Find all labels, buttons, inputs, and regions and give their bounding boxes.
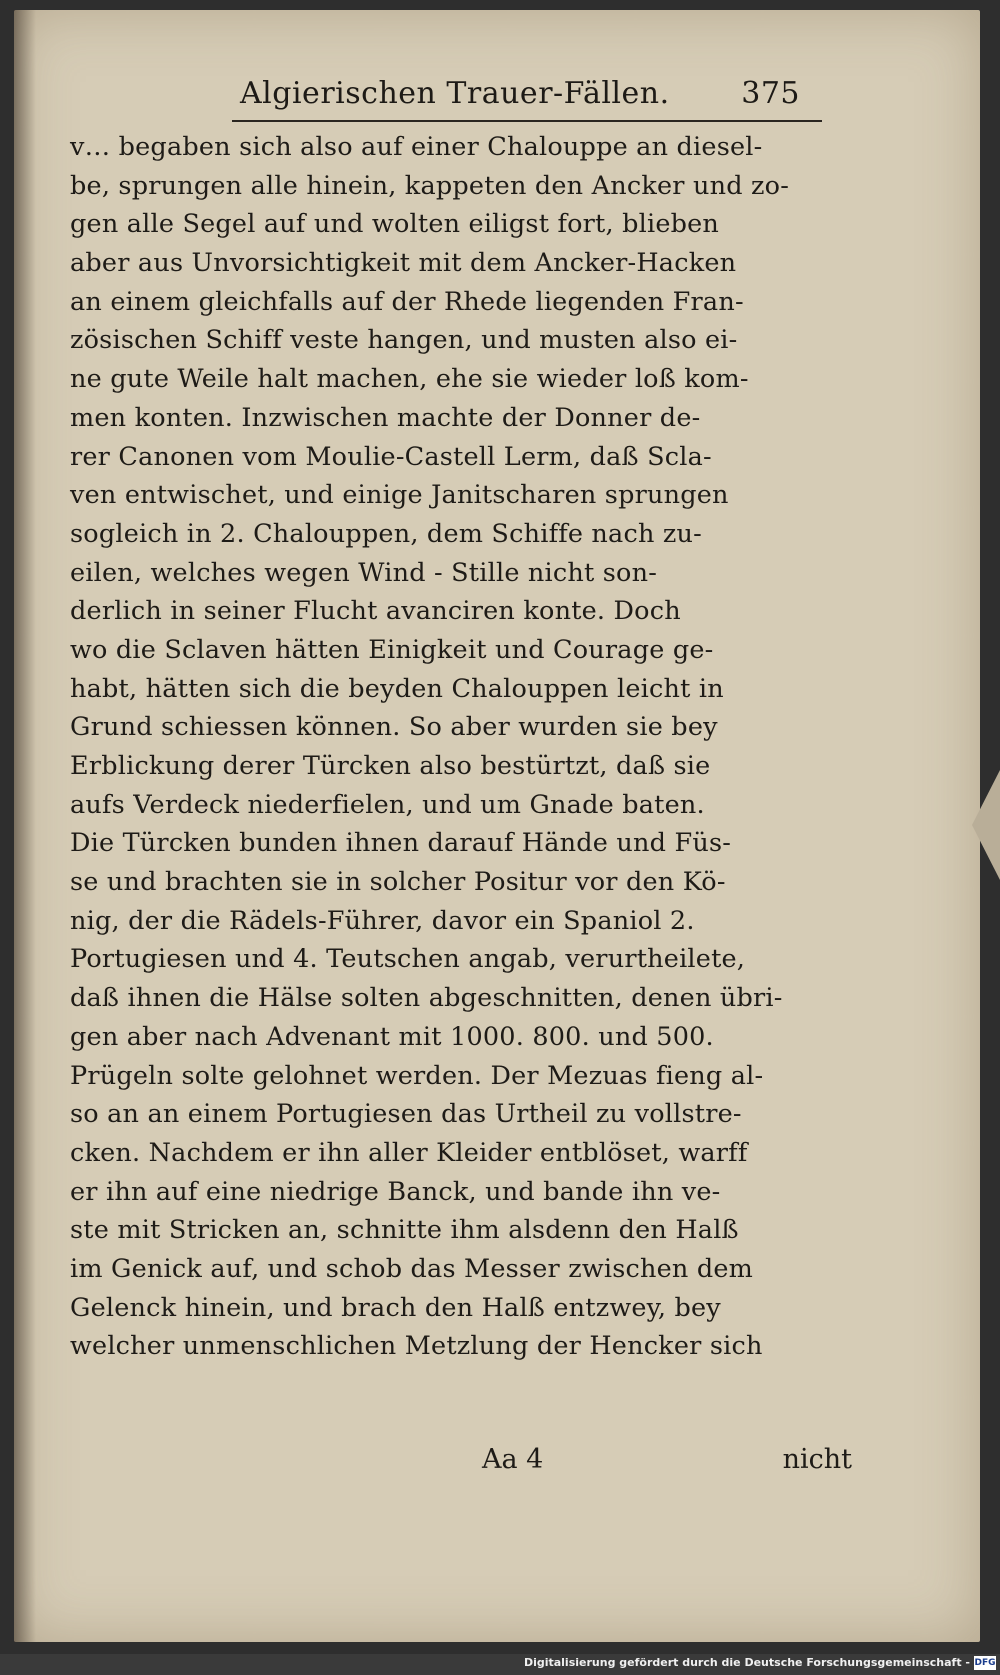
text-line: Grund schiessen können. So aber wurden sie bey bbox=[70, 712, 718, 743]
dfg-logo: DFG bbox=[974, 1658, 996, 1668]
body-text bbox=[70, 128, 850, 1366]
text-line: zösischen Schiff veste hangen, und musten also ei- bbox=[70, 325, 738, 356]
text-line: aber aus Unvorsichtigkeit mit dem Ancker-Hacken bbox=[70, 248, 737, 279]
text-line: wo die Sclaven hätten Einigkeit und Courage ge- bbox=[70, 634, 714, 665]
catchword: nicht bbox=[782, 1444, 852, 1475]
text-line: ven entwischet, und einige Janitscharen sprungen bbox=[70, 480, 729, 511]
text-line: Erblickung derer Türcken also bestürtzt, daß sie bbox=[70, 751, 711, 781]
text-line: Prügeln solte gelohnet werden. Der Mezuas fieng al- bbox=[70, 1060, 764, 1091]
text-line: derlich in seiner Flucht avanciren konte. Doch bbox=[70, 596, 681, 627]
gutter-shadow bbox=[14, 10, 36, 1642]
running-head bbox=[240, 72, 800, 118]
text-line: Portugiesen und 4. Teutschen angab, verurtheilete, bbox=[70, 944, 746, 975]
text-line: rer Canonen vom Moulie-Castell Lerm, daß Scla- bbox=[70, 441, 712, 472]
running-head-title: Algierischen Trauer-Fällen. bbox=[240, 76, 670, 111]
signature-mark: Aa 4 bbox=[482, 1444, 544, 1475]
digitization-credit: Digitalisierung gefördert durch die Deutsche Forschungsgemeinschaft - bbox=[523, 1656, 970, 1669]
text-line: Gelenck hinein, und brach den Halß entzwey, bey bbox=[70, 1292, 721, 1323]
text-line: gen alle Segel auf und wolten eiligst fort, blieben bbox=[70, 209, 720, 240]
text-line: Die Türcken bunden ihnen darauf Hände und Füs- bbox=[70, 828, 732, 859]
text-line: sogleich in 2. Chalouppen, dem Schiffe nach zu- bbox=[70, 518, 702, 549]
text-line: nig, der die Rädels-Führer, davor ein Spaniol 2. bbox=[70, 905, 695, 936]
text-line: habt, hätten sich die beyden Chalouppen leicht in bbox=[70, 673, 724, 704]
page-number: 375 bbox=[741, 76, 800, 111]
text-line: gen aber nach Advenant mit 1000. 800. und 500. bbox=[70, 1021, 714, 1052]
text-line: eilen, welches wegen Wind - Stille nicht son- bbox=[70, 557, 658, 588]
page-footer bbox=[70, 1440, 860, 1484]
text-line: cken. Nachdem er ihn aller Kleider entblöset, warff bbox=[70, 1137, 748, 1168]
text-line: er ihn auf eine niedrige Banck, und bande ihn ve- bbox=[70, 1176, 721, 1207]
text-line: welcher unmenschlichen Metzlung der Hencker sich bbox=[70, 1331, 763, 1362]
text-line: im Genick auf, und schob das Messer zwischen dem bbox=[70, 1253, 754, 1284]
text-line: v… begaben sich also auf einer Chalouppe an diesel- bbox=[70, 132, 763, 162]
text-line: ste mit Stricken an, schnitte ihm alsdenn den Halß bbox=[70, 1215, 739, 1246]
text-line: aufs Verdeck niederfielen, und um Gnade baten. bbox=[70, 789, 705, 820]
text-line: be, sprungen alle hinein, kappeten den Ancker und zo- bbox=[70, 170, 790, 201]
text-line: men konten. Inzwischen machte der Donner de- bbox=[70, 402, 701, 433]
text-line: se und brachten sie in solcher Positur vor den Kö- bbox=[70, 867, 726, 898]
text-line: an einem gleichfalls auf der Rhede liegenden Fran- bbox=[70, 286, 744, 317]
text-line: so an an einem Portugiesen das Urtheil zu vollstre- bbox=[70, 1099, 742, 1130]
text-line: ne gute Weile halt machen, ehe sie wieder loß kom- bbox=[70, 364, 749, 395]
text-line: daß ihnen die Hälse solten abgeschnitten, denen übri- bbox=[70, 983, 783, 1014]
header-rule bbox=[232, 120, 822, 122]
